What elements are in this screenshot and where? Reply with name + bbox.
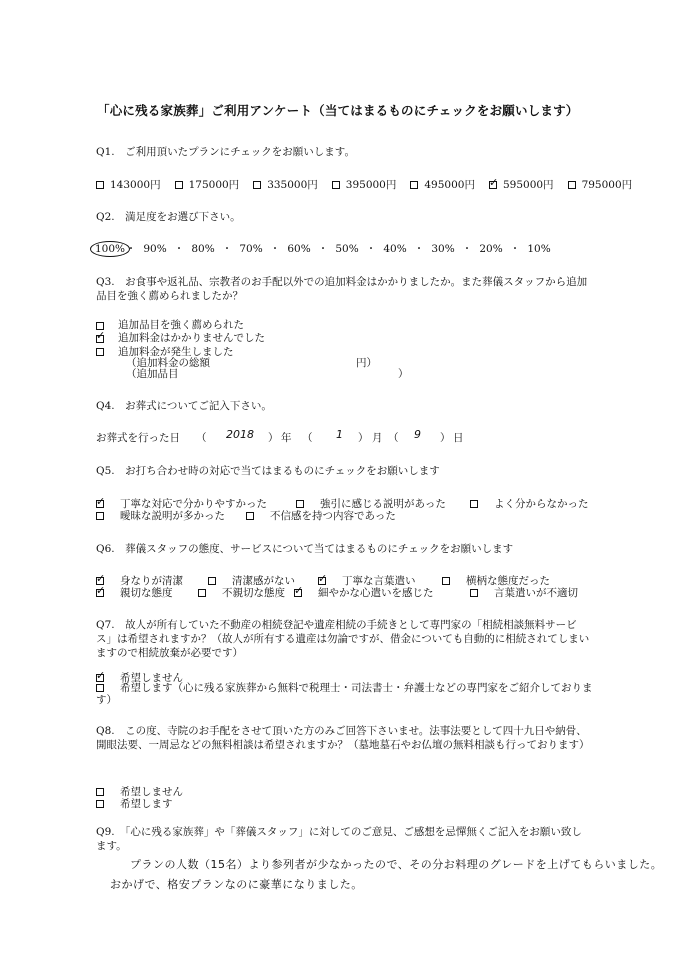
q1-option[interactable]	[410, 177, 475, 192]
paren-open: （	[302, 432, 313, 444]
separator: ・	[269, 243, 281, 255]
option-label: 395000円	[345, 179, 397, 191]
checkbox[interactable]	[96, 788, 104, 796]
satisfaction-option[interactable]: 50%	[335, 242, 359, 255]
satisfaction-option[interactable]: 40%	[383, 242, 407, 255]
q6-option[interactable]	[198, 585, 294, 600]
checkbox[interactable]	[253, 181, 261, 189]
separator: ・	[317, 243, 329, 255]
q2-question: Q2. 満足度をお選び下さい。	[96, 211, 241, 223]
option-label: 丁寧な対応で分かりやすかった	[120, 498, 267, 510]
checkbox[interactable]	[246, 512, 254, 520]
option-label: 不信感を持つ内容であった	[270, 510, 396, 522]
q3-items-label: （追加品目	[126, 368, 179, 380]
satisfaction-option[interactable]: 90%	[143, 242, 167, 255]
q9-answer-line2[interactable]: おかげで、格安プランなのに豪華になりました。	[110, 878, 363, 891]
option-label: 追加品目を強く薦められた	[118, 319, 244, 331]
checkbox[interactable]	[568, 181, 576, 189]
option-label: 追加料金が発生しました	[118, 345, 234, 358]
checkbox-checked[interactable]	[96, 589, 104, 597]
option-label: 言葉遣いが不適切	[494, 587, 578, 599]
option-label: 細やかな心遣いを感じた	[318, 587, 434, 599]
option-label: 追加料金はかかりませんでした	[118, 332, 265, 345]
option-label: 595000円	[502, 179, 554, 191]
option-label: 希望しません	[120, 786, 183, 798]
month-unit: 月	[372, 432, 383, 444]
option-label: 強引に感じる説明があった	[320, 498, 446, 510]
q5-row2	[96, 508, 396, 523]
checkbox[interactable]	[96, 684, 104, 692]
q3-total-unit: 円）	[356, 357, 377, 369]
q4-question: Q4. お葬式についてご記入下さい。	[96, 400, 272, 412]
option-label: 希望しません	[120, 672, 183, 684]
checkbox-checked[interactable]	[489, 181, 497, 189]
checkbox-checked[interactable]	[294, 589, 302, 597]
paren-open: （	[388, 432, 399, 444]
q5-option[interactable]	[246, 508, 396, 523]
checkbox[interactable]	[198, 589, 206, 597]
q1-option[interactable]	[489, 177, 554, 192]
q7-question: Q7. 故人が所有していた不動産の相続登記や遺産相続の手続きとして専門家の「相続相談無料サービス」は希望されますか？（故人が所有する遺産は勿論ですが、借金についても自動的に相続されてしまいますので相続放棄が必要です）	[96, 619, 590, 659]
satisfaction-option[interactable]: 80%	[191, 242, 215, 255]
option-label: よく分からなかった	[494, 498, 589, 510]
q3-option[interactable]	[96, 333, 265, 345]
q2-satisfaction-scale	[90, 241, 556, 256]
q1-question: Q1. ご利用頂いたプランにチェックをお願いします。	[96, 146, 355, 158]
checkbox[interactable]	[96, 512, 104, 520]
q5-option[interactable]	[96, 508, 246, 523]
q5-option[interactable]	[470, 496, 589, 511]
q3-option[interactable]	[96, 320, 244, 332]
option-label: 795000円	[581, 179, 633, 191]
q7-option[interactable]	[96, 682, 596, 706]
option-label: 丁寧な言葉遣い	[342, 575, 416, 587]
option-label: 横柄な態度だった	[466, 575, 550, 587]
separator: ・	[509, 243, 521, 255]
q6-row2	[96, 585, 578, 600]
separator: ・	[173, 243, 185, 255]
q6-option[interactable]	[96, 585, 198, 600]
checkbox[interactable]	[442, 577, 450, 585]
separator: ・	[125, 243, 137, 255]
option-label: 親切な態度	[120, 587, 173, 599]
q1-option[interactable]	[96, 177, 161, 192]
q9-question: Q9. 「心に残る家族葬」や「葬儀スタッフ」に対してのご意見、ご感想を忌憚無くご記入をお願い致します。	[96, 826, 582, 852]
satisfaction-option[interactable]: 70%	[239, 242, 263, 255]
q3-total-label: （追加料金の総額	[126, 357, 210, 369]
option-label: 不親切な態度	[222, 587, 285, 599]
q8-option[interactable]	[96, 796, 173, 811]
q1-option[interactable]	[253, 177, 318, 192]
year-value[interactable]: 2018	[226, 428, 254, 441]
q6-option[interactable]	[470, 585, 578, 600]
checkbox-checked[interactable]	[318, 577, 326, 585]
q1-option[interactable]	[568, 177, 633, 192]
q6-option[interactable]	[294, 585, 470, 600]
q8-question: Q8. この度、寺院のお手配をさせて頂いた方のみご回答下さいませ。法事法要として四十九日や納骨、開眼法要、一周忌などの無料相談は希望されますか？（墓地墓石やお仏壇の無料相談も行っております）	[96, 725, 590, 751]
option-label: 143000円	[110, 179, 161, 191]
option-label: 希望します	[120, 798, 173, 810]
satisfaction-option[interactable]: 10%	[527, 242, 551, 255]
month-value[interactable]: 1	[336, 428, 343, 441]
checkbox[interactable]	[96, 800, 104, 808]
satisfaction-option[interactable]: 60%	[287, 242, 311, 255]
checkbox[interactable]	[470, 589, 478, 597]
paren-close: ）	[268, 432, 279, 444]
option-label: 175000円	[188, 179, 240, 191]
q9-answer-line1[interactable]: プランの人数（15名）より参列者が少なかったので、その分お料理のグレードを上げてもらいました。	[130, 858, 663, 871]
option-label: 曖昧な説明が多かった	[120, 510, 225, 522]
option-label: 身なりが清潔	[120, 575, 183, 587]
checkbox[interactable]	[96, 348, 104, 356]
separator: ・	[461, 243, 473, 255]
day-unit: 日	[453, 432, 464, 444]
satisfaction-option[interactable]: 20%	[479, 242, 503, 255]
q3-items-close: ）	[398, 368, 409, 380]
checkbox[interactable]	[410, 181, 418, 189]
separator: ・	[413, 243, 425, 255]
option-label: 495000円	[424, 179, 475, 191]
selected-circle: 100%	[90, 241, 130, 257]
checkbox[interactable]	[96, 181, 104, 189]
checkbox[interactable]	[332, 181, 340, 189]
checkbox[interactable]	[296, 500, 304, 508]
paren-close: ）	[440, 432, 451, 444]
paren-open: （	[196, 432, 207, 444]
checkbox-checked[interactable]	[96, 500, 104, 508]
checkbox-checked[interactable]	[96, 335, 104, 343]
q6-question: Q6. 葬儀スタッフの態度、サービスについて当てはまるものにチェックをお願いします	[96, 543, 514, 555]
q3-options	[96, 320, 265, 360]
day-value[interactable]: 9	[414, 428, 421, 441]
checkbox[interactable]	[470, 500, 478, 508]
page-title: 「心に残る家族葬」ご利用アンケート（当てはまるものにチェックをお願いします）	[97, 103, 579, 118]
checkbox[interactable]	[208, 577, 216, 585]
option-label: 335000円	[267, 179, 318, 191]
q1-option[interactable]	[332, 177, 397, 192]
satisfaction-option[interactable]	[90, 243, 124, 255]
satisfaction-option[interactable]: 30%	[431, 242, 455, 255]
q4-date-label: お葬式を行った日	[96, 432, 180, 444]
separator: ・	[221, 243, 233, 255]
year-unit: 年	[281, 432, 292, 444]
option-label: 希望します（心に残る家族葬から無料で税理士・司法書士・弁護士などの専門家をご紹介しております）	[96, 682, 593, 706]
q5-question: Q5. お打ち合わせ時の対応で当てはまるものにチェックをお願いします	[96, 465, 440, 477]
option-label: 清潔感がない	[232, 575, 295, 587]
q3-question: Q3. お食事や返礼品、宗教者のお手配以外での追加料金はかかりましたか。また葬儀スタッフから追加品目を強く薦められましたか？	[96, 276, 588, 302]
paren-close: ）	[358, 432, 369, 444]
checkbox[interactable]	[175, 181, 183, 189]
separator: ・	[365, 243, 377, 255]
q1-option[interactable]	[175, 177, 240, 192]
checkbox-checked[interactable]	[96, 674, 104, 682]
q1-options	[96, 177, 632, 192]
